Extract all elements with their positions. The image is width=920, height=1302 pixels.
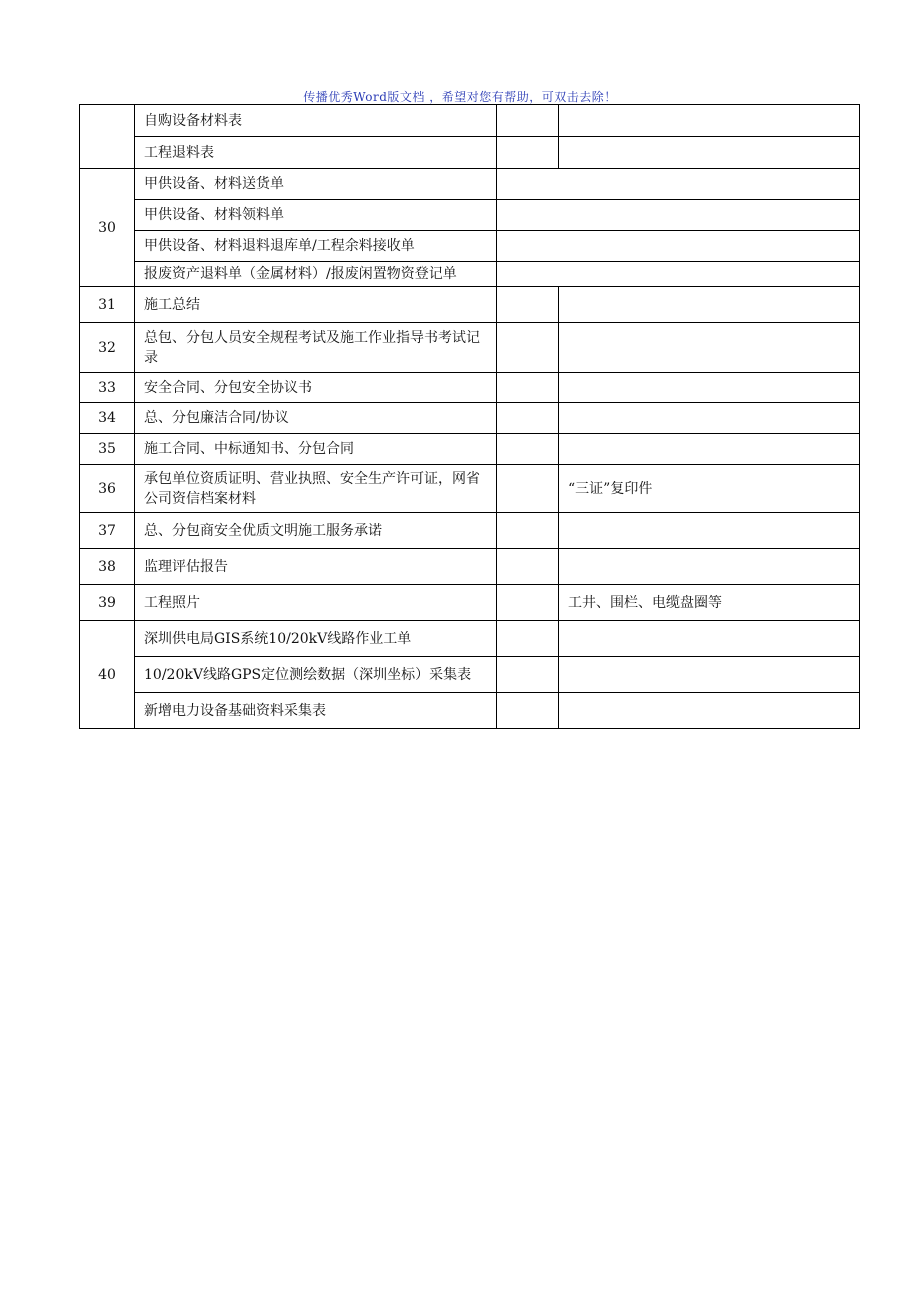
row-number-cell: 33	[80, 373, 135, 403]
document-header: 传播优秀Word版文档 ，希望对您有帮助，可双击去除！	[303, 90, 617, 104]
table-row	[80, 373, 860, 403]
blank-cell	[497, 549, 559, 585]
item-cell: 总、分包商安全优质文明施工服务承诺	[135, 513, 497, 549]
note-cell	[559, 513, 860, 549]
item-cell: 工程退料表	[135, 137, 497, 169]
table-row	[80, 403, 860, 434]
row-number-cell: 31	[80, 287, 135, 323]
item-cell: 承包单位资质证明、营业执照、安全生产许可证，网省公司资信档案材料	[135, 465, 497, 513]
table-row	[80, 585, 860, 621]
blank-cell	[497, 585, 559, 621]
note-cell	[559, 105, 860, 137]
item-cell: 总、分包廉洁合同/协议	[135, 403, 497, 434]
item-cell: 甲供设备、材料退料退库单/工程余料接收单	[135, 231, 497, 262]
item-cell: 施工合同、中标通知书、分包合同	[135, 434, 497, 465]
blank-cell	[497, 465, 559, 513]
blank-cell	[497, 373, 559, 403]
blank-cell	[497, 323, 559, 373]
table-row	[80, 262, 860, 287]
item-cell: 新增电力设备基础资料采集表	[135, 693, 497, 729]
note-cell	[559, 137, 860, 169]
table-row	[80, 434, 860, 465]
note-cell	[559, 549, 860, 585]
note-cell	[559, 657, 860, 693]
item-cell: 报废资产退料单（金属材料）/报废闲置物资登记单	[135, 262, 497, 287]
note-cell	[559, 693, 860, 729]
table-row	[80, 105, 860, 137]
row-number-cell: 32	[80, 323, 135, 373]
table-row	[80, 231, 860, 262]
table-row	[80, 513, 860, 549]
table-row	[80, 621, 860, 657]
table-row	[80, 549, 860, 585]
note-cell	[497, 200, 860, 231]
row-number-cell: 37	[80, 513, 135, 549]
note-cell	[497, 169, 860, 200]
blank-cell	[497, 513, 559, 549]
note-cell	[559, 434, 860, 465]
table-row	[80, 287, 860, 323]
item-cell: 10/20kV线路GPS定位测绘数据（深圳坐标）采集表	[135, 657, 497, 693]
table-row	[80, 137, 860, 169]
row-number-cell: 35	[80, 434, 135, 465]
item-cell: 甲供设备、材料领料单	[135, 200, 497, 231]
blank-cell	[497, 403, 559, 434]
item-cell: 安全合同、分包安全协议书	[135, 373, 497, 403]
item-cell: 工程照片	[135, 585, 497, 621]
blank-cell	[497, 621, 559, 657]
row-number-cell: 39	[80, 585, 135, 621]
item-cell: 总包、分包人员安全规程考试及施工作业指导书考试记录	[135, 323, 497, 373]
item-cell: 自购设备材料表	[135, 105, 497, 137]
table-row	[80, 657, 860, 693]
table-row	[80, 169, 860, 200]
note-cell	[559, 621, 860, 657]
item-cell: 监理评估报告	[135, 549, 497, 585]
blank-cell	[497, 287, 559, 323]
document-table	[79, 104, 860, 729]
note-cell	[559, 287, 860, 323]
table-row	[80, 323, 860, 373]
item-cell: 甲供设备、材料送货单	[135, 169, 497, 200]
note-cell: 工井、围栏、电缆盘圈等	[559, 585, 860, 621]
row-number-cell: 30	[80, 169, 135, 287]
row-number-cell: 34	[80, 403, 135, 434]
item-cell: 施工总结	[135, 287, 497, 323]
note-cell	[497, 262, 860, 287]
row-number-cell: 40	[80, 621, 135, 729]
row-number-cell	[80, 105, 135, 169]
blank-cell	[497, 137, 559, 169]
note-cell	[559, 323, 860, 373]
note-cell	[559, 403, 860, 434]
note-cell	[497, 231, 860, 262]
row-number-cell: 36	[80, 465, 135, 513]
table-row	[80, 465, 860, 513]
blank-cell	[497, 657, 559, 693]
row-number-cell: 38	[80, 549, 135, 585]
blank-cell	[497, 105, 559, 137]
note-cell	[559, 373, 860, 403]
item-cell: 深圳供电局GIS系统10/20kV线路作业工单	[135, 621, 497, 657]
table-row	[80, 200, 860, 231]
blank-cell	[497, 693, 559, 729]
note-cell: “三证”复印件	[559, 465, 860, 513]
table-row	[80, 693, 860, 729]
blank-cell	[497, 434, 559, 465]
